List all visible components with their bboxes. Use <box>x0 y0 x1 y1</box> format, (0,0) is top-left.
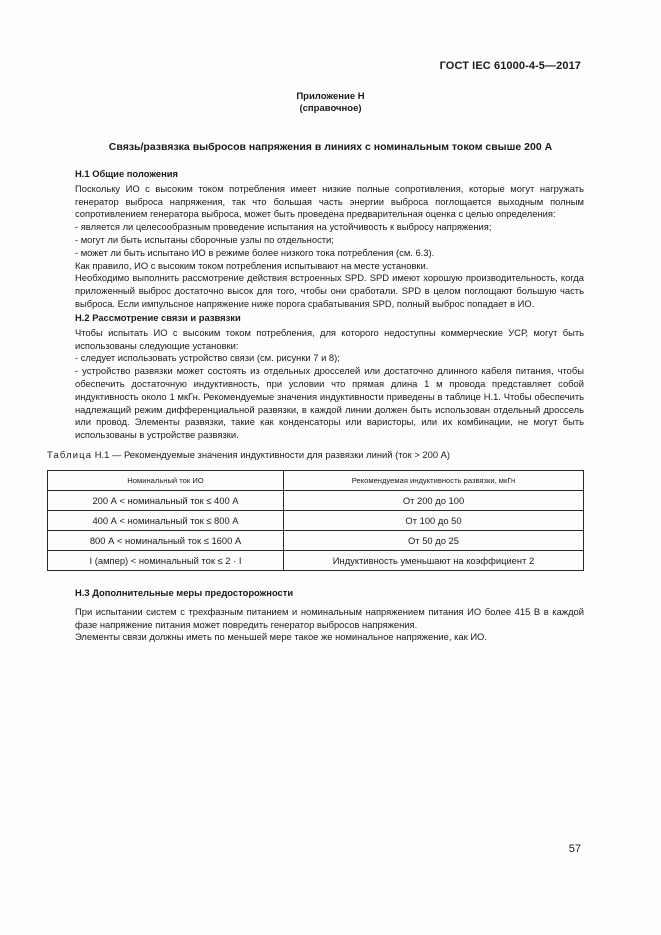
paragraph: При испытании систем с трехфазным питанием и номинальным напряжением питания ИО более 415 В в каждой фазе напряжение питания может повредить генератор выбросов напряжения. <box>75 605 584 630</box>
appendix-title: Приложение Н <box>296 91 365 102</box>
table-cell: От 50 до 25 <box>284 531 584 551</box>
paragraph: Необходимо выполнить рассмотрение действия встроенных SPD. SPD имеют хорошую производительность, когда приложенный выброс достаточно высок для того, чтобы они сработали. SPD в целом поглощают большую часть выброса. Если импульсное напряжение ниже порога срабатывания SPD, полный выброс попадает в ИО. <box>75 272 584 309</box>
table-cell: 400 А < номинальный ток ≤ 800 А <box>48 511 284 531</box>
list-item: - могут ли быть испытаны сборочные узлы по отдельности; <box>75 233 334 245</box>
section-heading: Н.2 Рассмотрение связи и развязки <box>75 312 241 323</box>
table-row <box>48 511 584 531</box>
page-number: 57 <box>568 843 581 855</box>
table-cell: Индуктивность уменьшают на коэффициент 2 <box>284 551 584 571</box>
paragraph: Элементы связи должны иметь по меньшей мере такое же номинальное напряжение, как ИО. <box>75 631 487 643</box>
appendix-heading <box>0 91 661 115</box>
table-header-row <box>48 471 584 491</box>
paragraph <box>75 183 584 221</box>
paragraph: Чтобы испытать ИО с высоким током потребления, для которого недоступны коммерческие УСР, могут быть использованы следующие установки: <box>75 326 584 351</box>
list-item: - является ли целесообразным проведение испытания на устойчивость к выбросу напряжения; <box>75 221 492 233</box>
table-cell: От 100 до 50 <box>284 511 584 531</box>
page-title: Связь/развязка выбросов напряжения в линиях с номинальным током свыше 200 А <box>108 141 553 153</box>
table-row <box>48 491 584 511</box>
table-cell: I (ампер) < номинальный ток ≤ 2 · I <box>48 551 284 571</box>
section-precautions <box>75 587 584 644</box>
list-item: - следует использовать устройство связи (см. рисунки 7 и 8); <box>75 352 340 364</box>
section-heading: Н.3 Дополнительные меры предосторожности <box>75 587 294 598</box>
column-header: Рекомендуемая индуктивность развязки, мкГн <box>284 471 584 491</box>
list-item: - устройство развязки может состоять из отдельных дросселей или достаточно длинного кабеля питания, чтобы обеспечить достаточную индуктивность, при условии что прямая длина 1 м провода представляет собой индуктивность около 1 мкГн. Рекомендуемые значения индуктивности приведены в таблице Н.1. Чтобы обеспечить надлежащий режим дифференциальной развязки, в каждой линии должен быть использован отдельный дроссель или провод. Элементы развязки, такие как конденсаторы или варисторы, или их комбинации, не могут быть использованы в устройстве развязки. <box>75 365 584 441</box>
column-header: Номинальный ток ИО <box>48 471 284 491</box>
list-item: - может ли быть испытано ИО в режиме более низкого тока потребления (см. 6.3). <box>75 246 435 258</box>
standard-code: ГОСТ IEC 61000-4-5—2017 <box>439 60 581 72</box>
table-caption-label: Таблица <box>47 449 93 460</box>
table-cell: 200 А < номинальный ток ≤ 400 А <box>48 491 284 511</box>
table-row <box>48 551 584 571</box>
table-cell: 800 А < номинальный ток ≤ 1600 А <box>48 531 284 551</box>
section-heading: Н.1 Общие положения <box>75 168 178 179</box>
inductance-table <box>47 470 584 571</box>
table-cell: От 200 до 100 <box>284 491 584 511</box>
appendix-subtitle: (справочное) <box>299 103 362 114</box>
table-caption <box>47 449 587 460</box>
section-general <box>75 168 584 311</box>
table-row <box>48 531 584 551</box>
section-coupling <box>75 312 584 442</box>
paragraph: Как правило, ИО с высоким током потребления испытывают на месте установки. <box>75 259 429 271</box>
paragraph-text: Поскольку ИО с высоким током потребления имеет низкие полные сопротивления, которые могут нагружать генератор выброса напряжения, так что большая часть энергии выброса поглощается выходным полным сопротивлением генератора выброса, может быть проведена предварительная оценка с целью определения: <box>75 182 584 220</box>
table-caption-text: Н.1 — Рекомендуемые значения индуктивности для развязки линий (ток > 200 А) <box>94 449 451 460</box>
